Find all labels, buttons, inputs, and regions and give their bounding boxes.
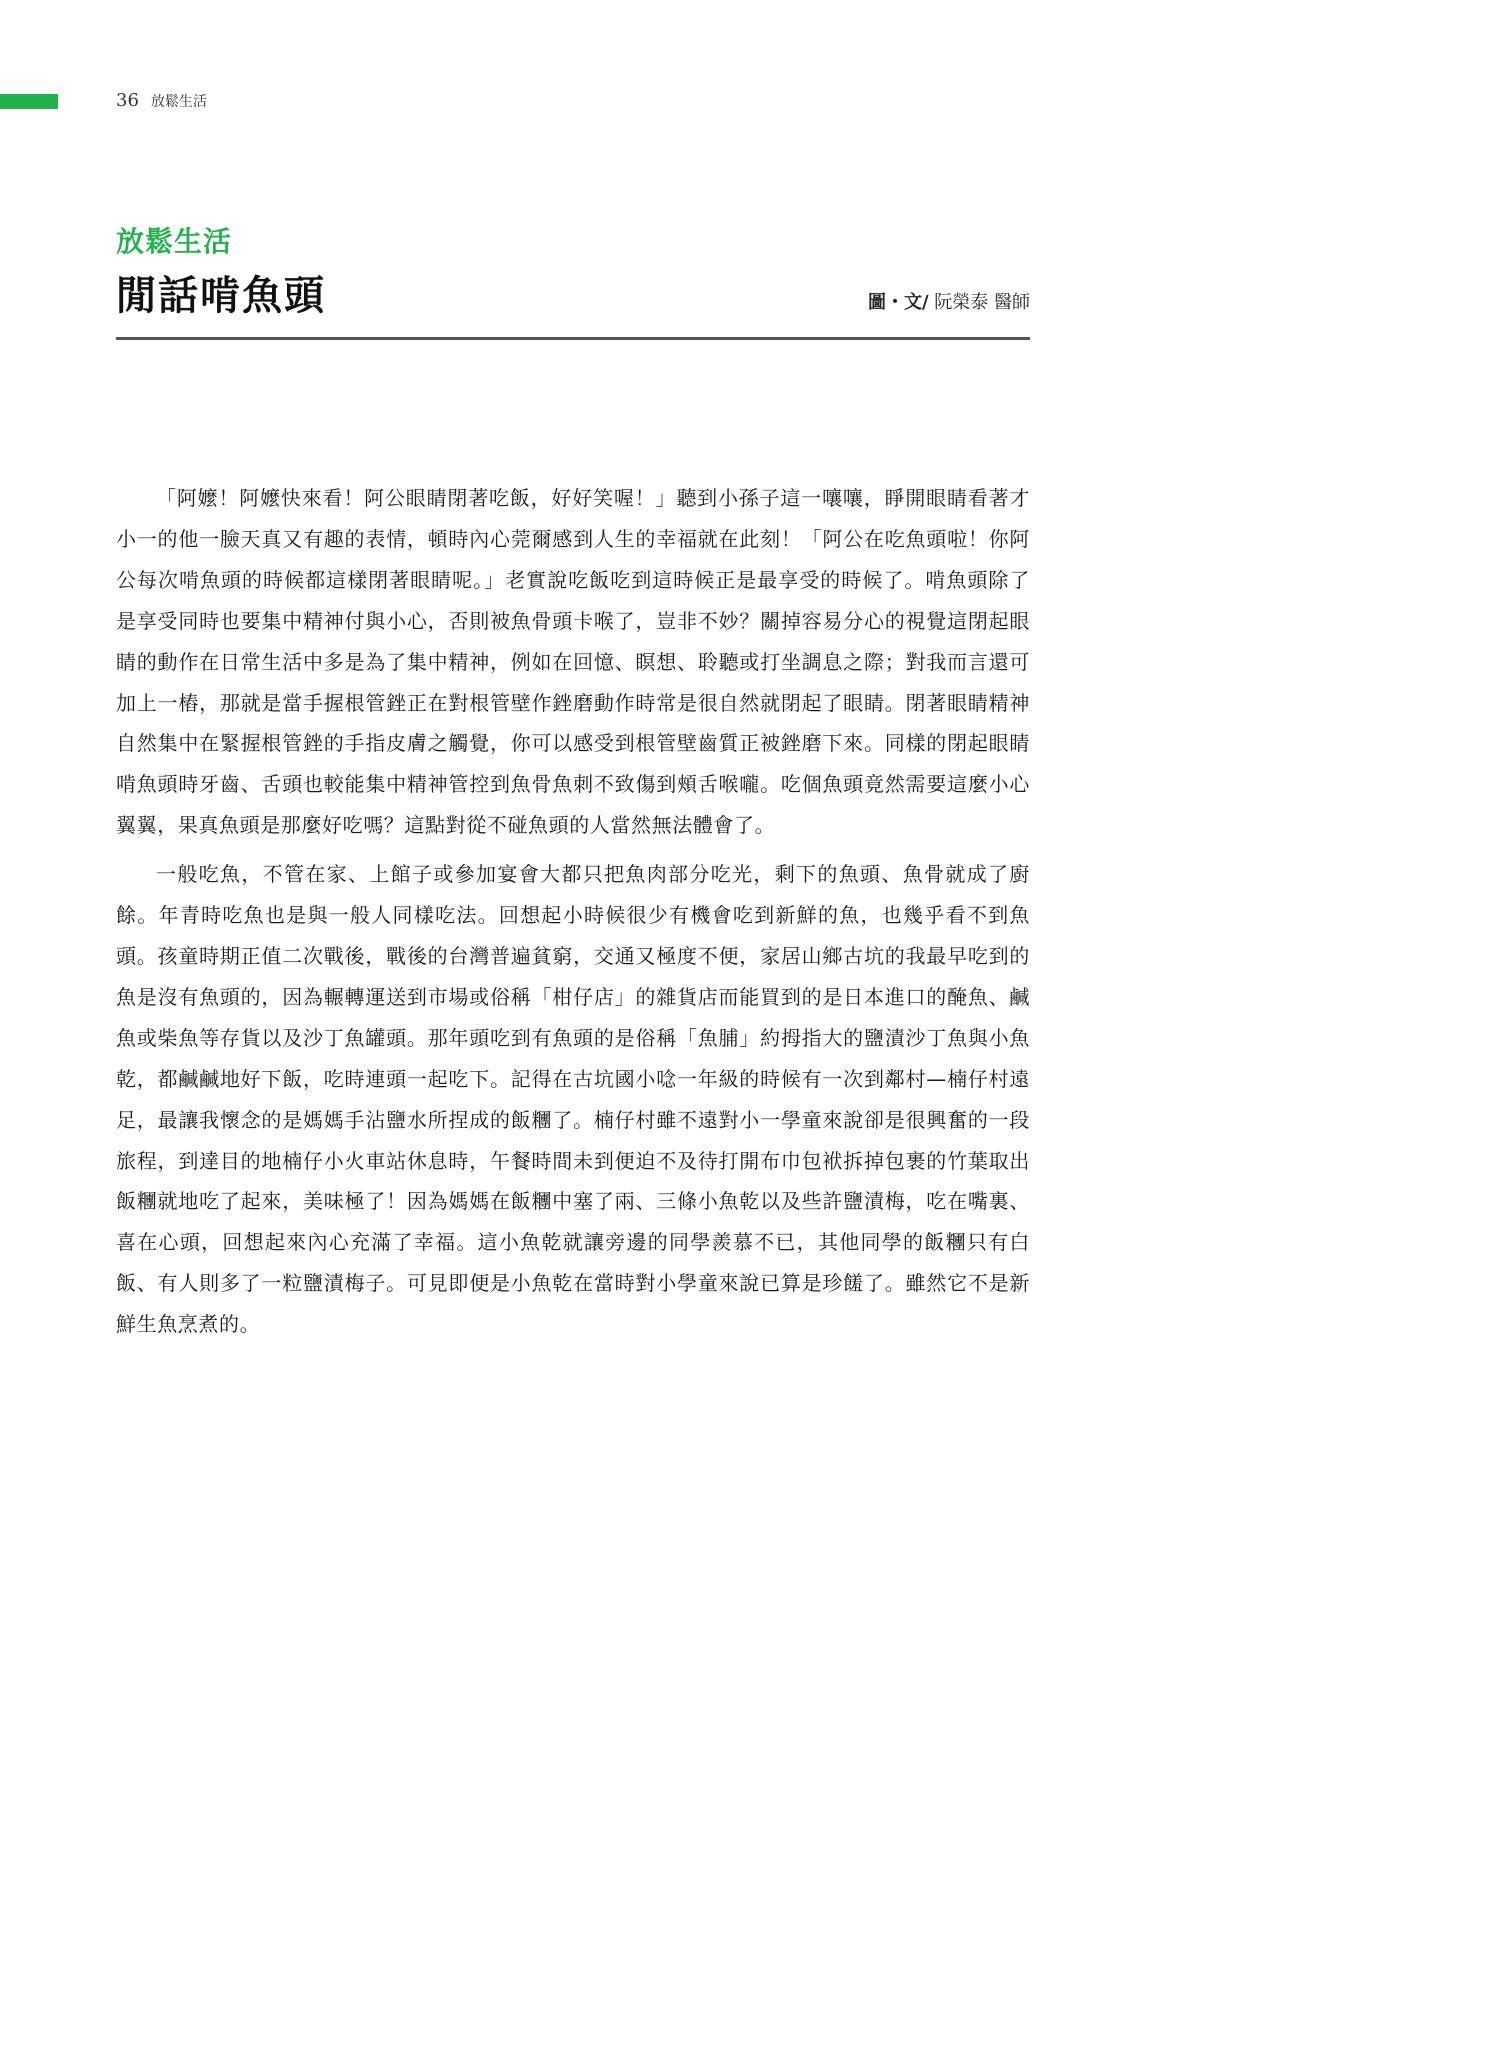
article-body xyxy=(116,478,1030,1353)
article-title: 閒話啃魚頭 xyxy=(116,273,326,319)
byline xyxy=(868,288,1030,314)
running-header xyxy=(116,90,207,111)
section-kicker: 放鬆生活 xyxy=(116,225,233,258)
running-header-section: 放鬆生活 xyxy=(150,94,207,110)
section-accent-bar xyxy=(0,94,58,109)
author-name: 阮榮泰 醫師 xyxy=(934,292,1030,313)
article-paragraph: 一般吃魚，不管在家、上館子或參加宴會大都只把魚肉部分吃光，剩下的魚頭、魚骨就成了廚餘。年青時吃魚也是與一般人同樣吃法。回想起小時候很少有機會吃到新鮮的魚，也幾乎看不到魚頭。孩童時期正值二次戰後，戰後的台灣普遍貧窮，交通又極度不便，家居山鄉古坑的我最早吃到的魚是沒有魚頭的，因為輾轉運送到市場或俗稱「柑仔店」的雜貨店而能買到的是日本進口的醃魚、鹹魚或柴魚等存貨以及沙丁魚罐頭。那年頭吃到有魚頭的是俗稱「魚脯」約拇指大的鹽漬沙丁魚與小魚乾，都鹹鹹地好下飯，吃時連頭一起吃下。記得在古坑國小唸一年級的時候有一次到鄰村—楠仔村遠足，最讓我懷念的是媽媽手沾鹽水所捏成的飯糰了。楠仔村雖不遠對小一學童來說卻是很興奮的一段旅程，到達目的地楠仔小火車站休息時，午餐時間未到便迫不及待打開布巾包袱拆掉包裹的竹葉取出飯糰就地吃了起來，美味極了！因為媽媽在飯糰中塞了兩、三條小魚乾以及些許鹽漬梅，吃在嘴裏、喜在心頭，回想起來內心充滿了幸福。這小魚乾就讓旁邊的同學羨慕不已，其他同學的飯糰只有白飯、有人則多了一粒鹽漬梅子。可見即便是小魚乾在當時對小學童來說已算是珍饈了。雖然它不是新鮮生魚烹煮的。 xyxy=(116,862,1030,1337)
page-number: 36 xyxy=(116,90,139,111)
byline-label: 圖・文/ xyxy=(867,292,929,313)
article-paragraph: 「阿嬤！阿嬤快來看！阿公眼睛閉著吃飯，好好笑喔！」聽到小孫子這一嚷嚷，睜開眼睛看著才小一的他一臉天真又有趣的表情，頓時內心莞爾感到人生的幸福就在此刻！「阿公在吃魚頭啦！你阿公每次啃魚頭的時候都這樣閉著眼睛呢。」老實說吃飯吃到這時候正是最享受的時候了。啃魚頭除了是享受同時也要集中精神付與小心，否則被魚骨頭卡喉了，豈非不妙？關掉容易分心的視覺這閉起眼睛的動作在日常生活中多是為了集中精神，例如在回憶、瞑想、聆聽或打坐調息之際；對我而言還可加上一樁，那就是當手握根管銼正在對根管壁作銼磨動作時常是很自然就閉起了眼睛。閉著眼睛精神自然集中在緊握根管銼的手指皮膚之觸覺，你可以感受到根管壁齒質正被銼磨下來。同樣的閉起眼睛啃魚頭時牙齒、舌頭也較能集中精神管控到魚骨魚刺不致傷到頰舌喉嚨。吃個魚頭竟然需要這麼小心翼翼，果真魚頭是那麼好吃嗎？這點對從不碰魚頭的人當然無法體會了。 xyxy=(116,486,1030,838)
title-divider xyxy=(116,337,1030,340)
